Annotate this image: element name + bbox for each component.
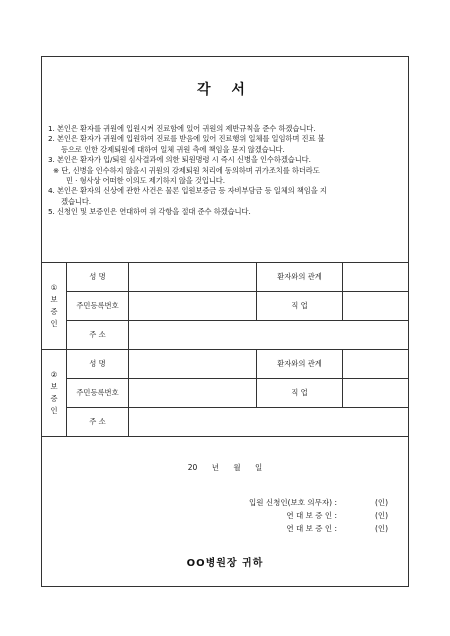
- guarantor2-address-field[interactable]: [129, 408, 409, 437]
- guarantor1-id-field[interactable]: [129, 292, 257, 321]
- guarantor1-row-name: [42, 263, 408, 292]
- seal-mark: (인): [375, 498, 389, 507]
- job-label: 직 업: [257, 292, 343, 321]
- document-title: 각 서: [197, 82, 253, 98]
- pledge-item-3: 3. 본인은 환자가 입/퇴원 심사결과에 의한 퇴원명령 시 즉시 신병을 인수하겠습니다.: [48, 155, 311, 165]
- guarantor2-row-address: [42, 408, 408, 437]
- pledge-note-cont: 민 · 형사상 어떠한 이의도 제기하지 않을 것입니다.: [66, 176, 225, 186]
- relation-label: 환자와의 관계: [257, 263, 343, 292]
- seal-mark: (인): [375, 511, 389, 520]
- pledge-item-4: 4. 본인은 환자의 신상에 관한 사건은 물론 입원보증금 등 자비부담금 등 일체의 책임을 지: [48, 186, 327, 196]
- pledge-item-1: 1. 본인은 환자를 귀원에 입원시켜 진료함에 있어 귀원의 제반규칙을 준수 하겠습니다.: [48, 124, 316, 133]
- guarantor2-name-field[interactable]: [129, 350, 257, 379]
- address-label: 주 소: [67, 321, 129, 350]
- addressee: OO병원장 귀하: [186, 558, 264, 569]
- name-label: 성 명: [67, 350, 129, 379]
- pledge-item-5: 5. 신청인 및 보증인은 연대하여 위 각항을 절대 준수 하겠습니다.: [48, 207, 251, 217]
- guarantor2-job-field[interactable]: [343, 379, 409, 408]
- guarantor2-id-field[interactable]: [129, 379, 257, 408]
- signature-applicant: [210, 497, 388, 508]
- pledge-items: [48, 124, 404, 218]
- signature-label: 연 대 보 증 인 :: [286, 524, 337, 533]
- guarantor1-address-field[interactable]: [129, 321, 409, 350]
- guarantor1-row-address: [42, 321, 408, 350]
- side-char: 증: [50, 307, 58, 316]
- guarantor2-side-label: [42, 350, 67, 437]
- guarantor1-side-label: [42, 263, 67, 350]
- seal-mark: (인): [375, 524, 389, 533]
- address-label: 주 소: [67, 408, 129, 437]
- side-char: 보: [50, 382, 58, 391]
- signature-label: 연 대 보 증 인 :: [286, 511, 337, 520]
- job-label: 직 업: [257, 379, 343, 408]
- guarantor-table: [42, 262, 408, 437]
- signature-label: 입원 신청인(보호 의무자) :: [249, 498, 337, 507]
- guarantor2-relation-field[interactable]: [343, 350, 409, 379]
- guarantor2-row-id: [42, 379, 408, 408]
- document-frame: [41, 56, 409, 587]
- date-line: 20 년 월 일: [187, 463, 263, 472]
- guarantor1-row-id: [42, 292, 408, 321]
- guarantor1-relation-field[interactable]: [343, 263, 409, 292]
- side-char: 증: [50, 394, 58, 403]
- side-num: ②: [50, 370, 58, 379]
- side-char: 인: [50, 406, 58, 415]
- side-num: ①: [50, 283, 58, 292]
- id-number-label: 주민등록번호: [67, 292, 129, 321]
- guarantor2-row-name: [42, 350, 408, 379]
- relation-label: 환자와의 관계: [257, 350, 343, 379]
- signature-guarantor-1: [210, 510, 388, 521]
- pledge-item-2: 2. 본인은 환자가 귀원에 입원하여 진료를 받음에 있어 진료행위 일체를 일임하며 진료 불: [48, 134, 325, 144]
- pledge-note: ※ 단, 신병을 인수하지 않을시 귀원의 강제퇴원 처리에 동의하며 귀가조치를 하더라도: [53, 165, 320, 175]
- signature-guarantor-2: [210, 523, 388, 534]
- id-number-label: 주민등록번호: [67, 379, 129, 408]
- name-label: 성 명: [67, 263, 129, 292]
- pledge-item-4-cont: 겠습니다.: [61, 196, 92, 206]
- side-char: 인: [50, 319, 58, 328]
- guarantor1-name-field[interactable]: [129, 263, 257, 292]
- pledge-item-2-cont: 등으로 인한 강제퇴원에 대하여 일체 귀원 측에 책임을 묻지 않겠습니다.: [61, 144, 285, 154]
- guarantor1-job-field[interactable]: [343, 292, 409, 321]
- side-char: 보: [50, 295, 58, 304]
